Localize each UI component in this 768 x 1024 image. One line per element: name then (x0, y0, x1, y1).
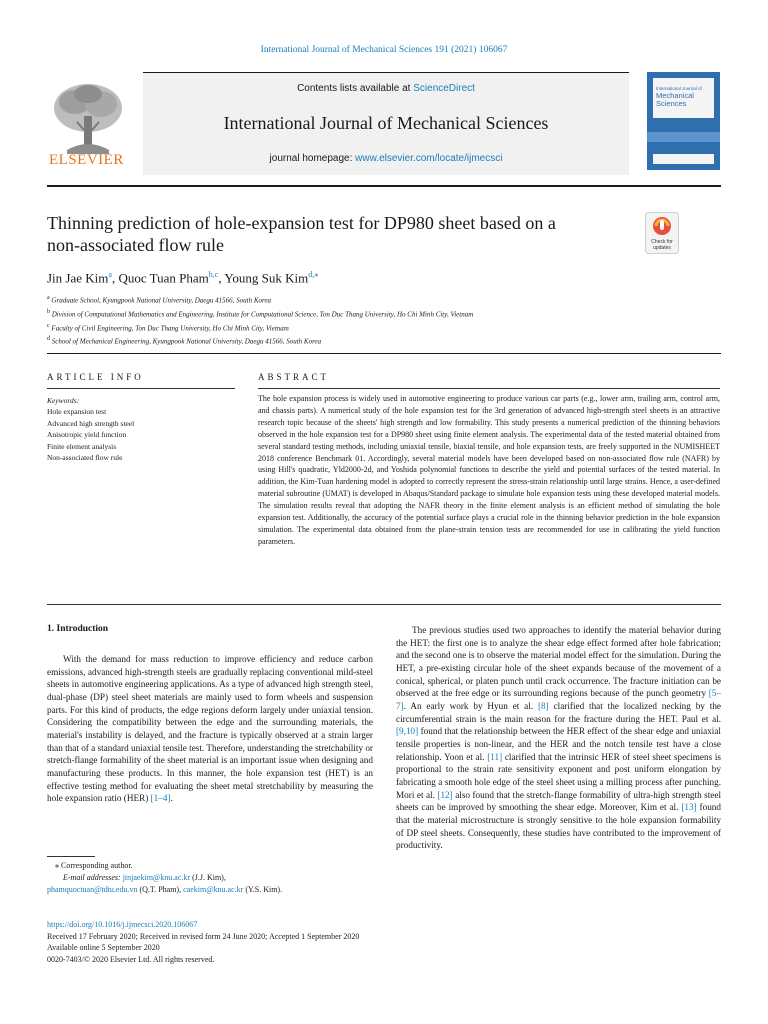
introduction-heading: 1. Introduction (47, 624, 109, 634)
affiliation-mark: d (47, 336, 50, 343)
reference-link[interactable]: [8] (537, 700, 549, 711)
affiliation-item (47, 334, 727, 348)
journal-cover-image[interactable] (647, 72, 720, 170)
paper-title (47, 212, 607, 256)
doi-link[interactable]: https://doi.org/10.1016/j.ijmecsci.2020.106067 (47, 920, 198, 929)
keyword-item: Finite element analysis (47, 441, 117, 451)
header-divider (47, 353, 721, 354)
footnote-rule (47, 856, 95, 857)
paragraph-text: found that the material microstructure is strongly sensitive to the hole expansion formability of DP steel sheets. Consequently, these studies have contributed to the improvement of productivity. (396, 802, 721, 851)
email-link[interactable]: jinjaekim@knu.ac.kr (122, 873, 191, 882)
journal-title: International Journal of Mechanical Sciences (223, 113, 549, 133)
masthead-divider (47, 185, 721, 187)
introduction-paragraph-right (396, 624, 721, 852)
author-name: Quoc Tuan Pham (118, 270, 209, 286)
reference-link[interactable]: [12] (437, 789, 453, 800)
paragraph-text: clarified that the intrinsic HER of steel sheet specimens is proportional to the strain rate sensitivity exponent and post uniform elongation by fabricating a smooth hole edge of the steel sheet using a milling process after punching. Mori et al. (396, 751, 721, 800)
introduction-paragraph-left (47, 653, 373, 805)
keywords-label: Keywords: (47, 396, 80, 405)
homepage-line (143, 153, 629, 164)
paragraph-text: clarified that the localized necking by the circumferential strain is the main reason for the fracture during the HET. Paul et al. (396, 700, 721, 724)
author-separator: , (218, 270, 225, 286)
keyword-item: Advanced high strength steel (47, 418, 135, 428)
journal-homepage-link[interactable]: www.elsevier.com/locate/ijmecsci (355, 153, 503, 164)
cover-title-line: Sciences (656, 99, 687, 108)
paper-title-line: non-associated flow rule (47, 235, 224, 255)
sciencedirect-link[interactable]: ScienceDirect (413, 83, 475, 94)
author-affiliation-mark[interactable]: d,⁎ (308, 270, 319, 279)
affiliation-list (47, 293, 727, 348)
masthead-band (143, 72, 629, 175)
keyword-item: Non-associated flow rule (47, 453, 123, 462)
affiliation-text: Division of Computational Mathematics and Engineering, Institute for Computational Science, Ton Duc Thang University, Ho Chi Minh City, Vietnam (51, 310, 474, 319)
paragraph-text: . (170, 793, 173, 804)
keyword-item: Hole expansion test (47, 407, 107, 416)
footnote-corresponding (47, 860, 377, 872)
affiliation-item (47, 307, 727, 321)
affiliation-item (47, 321, 727, 335)
abstract-rule (258, 388, 720, 389)
reference-link[interactable]: [13] (681, 802, 697, 813)
badge-line1: Check for (651, 239, 673, 245)
cover-subtitle: International Journal of (656, 86, 702, 91)
author-name: Young Suk Kim (224, 270, 309, 286)
elsevier-wordmark: ELSEVIER (49, 152, 124, 168)
email-link[interactable]: phamquoctuan@tdtu.edu.vn (47, 885, 138, 894)
email-owner: (J.J. Kim), (190, 873, 226, 882)
available-online: Available online 5 September 2020 (47, 943, 160, 952)
footnote-emails (47, 884, 377, 896)
contents-line (143, 83, 629, 94)
author-affiliation-mark[interactable]: b,c (208, 270, 219, 279)
affiliation-text: Graduate School, Kyungpook National University, Daegu 41566, South Korea (51, 296, 272, 305)
email-label: E-mail addresses: (63, 873, 121, 882)
cover-title-line: Mechanical (656, 91, 694, 100)
article-info-rule (47, 388, 235, 389)
check-for-updates-badge[interactable] (645, 212, 679, 254)
cover-footer (653, 154, 714, 164)
author-list (47, 270, 318, 286)
copyright-line: 0020-7403/© 2020 Elsevier Ltd. All rights reserved. (47, 954, 215, 964)
paragraph-text: With the demand for mass reduction to improve efficiency and reduce carbon emissions, advanced high-strength steels are gradually replacing conventional mild-steel sheets in automotive engineering applications. As a type of advanced high strength steel, dual-phase (DP) steel sheet materials are mainly used to form wheels and suspension parts. For this kind of products, the edge regions deform largely under uniaxial tension. Considering the compatibility between the edge and the surrounding materials, the material's instability is delayed, and the fracture is typically observed at a strain larger than that of a standard uniaxial tensile test. Therefore, understanding the stretchability or stretch-flange formability of the sheet material is an important issue when designing and manufacturing these products. In this manner, the hole expansion test (HET) is an effective testing method for evaluating the sheet metal stretchability by measuring the hole expansion ratio (HER) (47, 654, 373, 804)
badge-line2: updates (653, 245, 671, 251)
affiliation-text: Faculty of Civil Engineering, Ton Duc Thang University, Ho Chi Minh City, Vietnam (51, 323, 289, 332)
footnote-mark: ⁎ (55, 861, 59, 870)
abstract-divider (47, 604, 721, 605)
keyword-item: Anisotropic yield function (47, 430, 127, 439)
author-affiliation-mark[interactable]: a (108, 270, 112, 279)
author-name: Jin Jae Kim (47, 270, 109, 286)
affiliation-mark: c (47, 322, 50, 329)
email-owner: (Q.T. Pham), (137, 885, 184, 894)
email-link[interactable]: caekim@knu.ac.kr (183, 885, 244, 894)
reference-link[interactable]: [5–7] (396, 688, 721, 711)
footnote-emails (47, 872, 377, 884)
reference-link[interactable]: [9,10] (396, 726, 419, 737)
affiliation-text: School of Mechanical Engineering, Kyungpook National University, Daegu 41566, South Korea (51, 337, 322, 346)
received-dates: Received 17 February 2020; Received in revised form 24 June 2020; Accepted 1 September 2020 (47, 931, 360, 941)
affiliation-mark: b (47, 308, 50, 315)
abstract-heading: ABSTRACT (258, 372, 330, 382)
keywords-list (47, 406, 134, 464)
reference-link[interactable]: [1–4] (150, 793, 171, 804)
affiliation-mark: a (47, 295, 50, 301)
paragraph-text: found that the relationship between the HER effect of the shear edge and uniaxial tensile properties is non-linear, and the HER and the notch tensile test have a close relationship. Yoon et al. (396, 726, 721, 762)
cover-stripe (647, 132, 720, 142)
homepage-prefix: journal homepage: (269, 153, 356, 164)
paper-title-line: Thinning prediction of hole-expansion test for DP980 sheet based on a (47, 213, 556, 233)
journal-masthead (47, 72, 629, 174)
paragraph-text: . An early work by Hyun et al. (403, 700, 538, 711)
email-owner: (Y.S. Kim). (243, 885, 283, 894)
contents-prefix: Contents lists available at (297, 83, 414, 94)
cover-title (656, 92, 694, 108)
article-info-heading: ARTICLE INFO (47, 372, 144, 382)
affiliation-item (47, 293, 727, 307)
reference-link[interactable]: [11] (487, 751, 503, 762)
paragraph-text: also found that the stretch-flange formability of ultra-high strength steel sheets can be improved by smoothing the shear edge. Moreover, Kim et al. (396, 789, 721, 813)
journal-citation[interactable]: International Journal of Mechanical Sciences 191 (2021) 106067 (260, 45, 508, 55)
author-separator: , (111, 270, 119, 286)
article-history (47, 919, 359, 965)
paragraph-text: The previous studies used two approaches to identify the material behavior during the HET: the first one is to analyze the shear edge effect formed after hole fabrication; and the second one is to observe the material model effect for the simulation. During the HET, a pre-existing circular hole of the sheet expands because of the movement of a conical, spherical, or platen punch until crack occurrence. The fracture initiation can be observed at the free edge or its surrounding regions because of the punch geometry (396, 625, 721, 699)
corresponding-author-footnote (47, 860, 377, 896)
footnote-text: Corresponding author. (59, 861, 133, 870)
abstract-text: The hole expansion process is widely used in automotive engineering to produce various car parts (e.g., lower arm, trailing arm, control arm, and chassis parts). A numerical study of the hole expansion test for the 3rd generation of advanced high-strength steel sheets is an attractive research topic because of the sheets' high strength and low formability. This study presents a numerical prediction of the thinning behaviors observed in the hole expansion test for a DP980 sheet using finite element analysis. The experimental data of the tested material obtained from several standard testing methods, including uniaxial tensile, biaxial tensile, and hole expansion tests, are freely supported in the NUMISHEET 2018 conference Benchmark 01. Accordingly, several material models have been developed based on non-associated flow rule (NAFR) by using Hill's quadratic, Yld2000-2d, and Yoshida polynomial functions to describe the yield and potential surfaces of the tested material. In addition, the Kim-Tuan hardening model is adopted to correctly represent the stress-strain relationship until large strains. Hence, a user-defined material subroutine (UMAT) is developed in Abaqus/Standard package to simulate hole expansion tests using these developed material models. The simulation results reveal that adopting the NAFR theory in the finite element analysis is an efficient method of simulating the hole expansion test. Additionally, the accuracy of the potential surface plays a crucial role in the thinning behavior prediction in the hole expansion simulation. The experimental data obtained from the plane-strain tension tests are recommended for use in calibrating the yield function parameters. (258, 394, 720, 546)
